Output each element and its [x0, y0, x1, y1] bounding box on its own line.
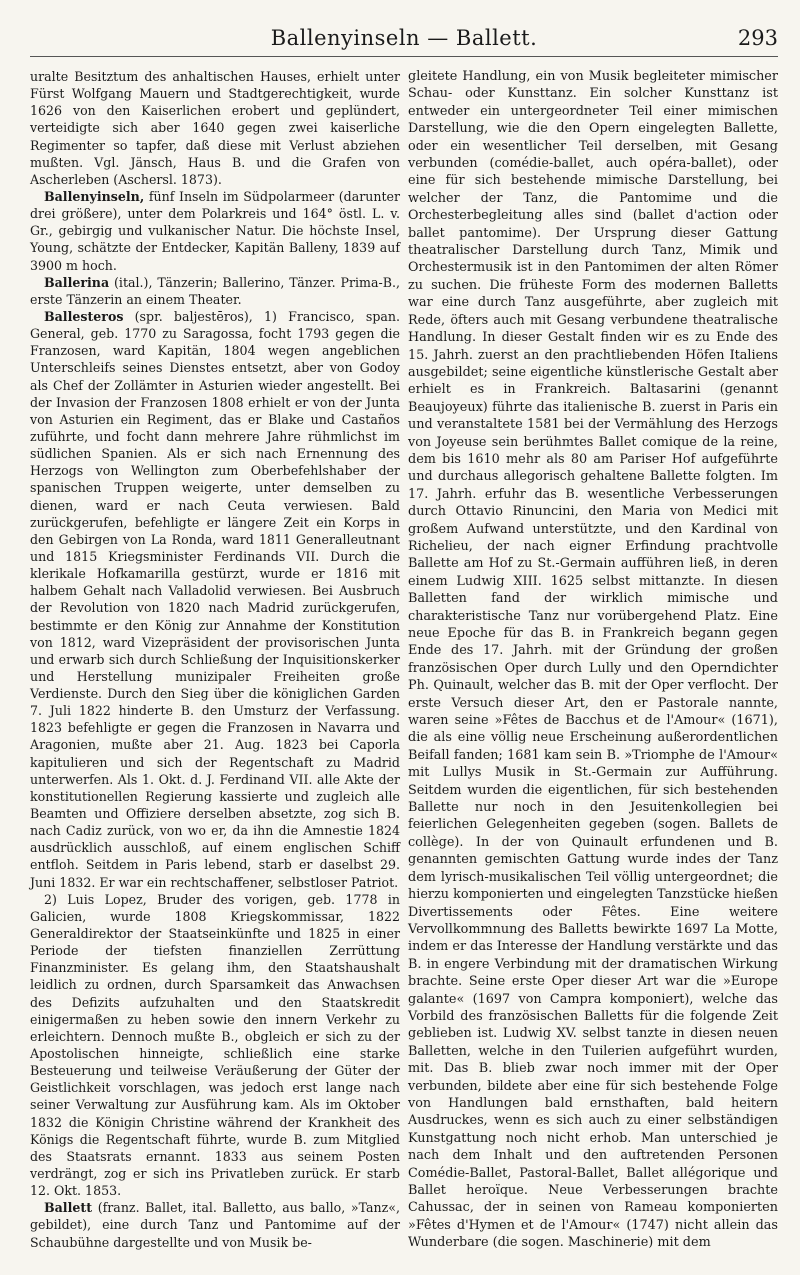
entry-ballesteros: Ballesteros (spr. baljestēros), 1) Francisco, span. General, geb. 1770 zu Saragossa, focht 1793 gegen die Franzosen, ward Kapitän, 1804 wegen angeblichen Unterschleifs seines Dienstes entsetzt, aber von Godoy als Chef der Zollämter in Asturien wieder angestellt. Bei der Invasion der Franzosen 1808 erhielt er von der Junta von Asturien ein Regiment, das er Blake und Castaños zuführte, und focht dann mehrere Jahre rühmlichst im südlichen Spanien. Als er sich nach Ernennung des Herzogs von Wellington zum Oberbefehlshaber der spanischen Truppen weigerte, unter demselben zu dienen, ward er nach Ceuta verwiesen. Bald zurückgerufen, befehligte er längere Zeit ein Korps in den Gebirgen von La Ronda, ward 1811 Generalleutnant und 1815 Kriegsminister Ferdinands VII. Durch die klerikale Hofkamarilla gestürzt, wurde er 1816 mit halbem Gehalt nach Valladolid verwiesen. Bei Ausbruch der Revolution von 1820 nach Madrid zurückgerufen, bestimmte er den König zur Annahme der Konstitution von 1812, ward Vizepräsident der provisorischen Junta und erwarb sich durch Schließung der Inquisitionskerker und Herstellung munizipaler Freiheiten große Verdienste. Durch den Sieg über die königlichen Garden 7. Juli 1822 hinderte B. den Umsturz der Verfassung. 1823 befehligte er gegen die Franzosen in Navarra und Aragonien, mußte aber 21. Aug. 1823 bei Caporla kapitulieren und sich der Regentschaft zu Madrid unterwerfen. Als 1. Okt. d. J. Ferdinand VII. alle Akte der konstitutionellen Regierung kassierte und zugleich alle Beamten und Offiziere derselben absetzte, zog sich B. nach Cadiz zurück, von wo er, da ihn die Amnestie 1824 ausdrücklich ausschloß, auf einem englischen Schiff entfloh. Seitdem in Paris lebend, starb er daselbst 29. Juni 1832. Er war ein rechtschaffener, selbstloser Patriot. [30, 308, 400, 890]
right-column [408, 68, 778, 1252]
page-header [30, 26, 778, 57]
paragraph: gleitete Handlung, ein von Musik begleiteter mimischer Schau- oder Kunsttanz. Ein solcher Kunsttanz ist entweder ein untergeordneter Teil einer mimischen Darstellung, wie die den Opern eingelegten Ballette, oder ein wesentlicher Teil derselben, mit Gesang verbunden (comédie-ballet, auch opéra-ballet), oder eine für sich bestehende mimische Darstellung, bei welcher der Tanz, die Pantomime und die Orchesterbegleitung alles sind (ballet d'action oder ballet pantomime). Der Ursprung dieser Gattung theatralischer Darstellung durch Tanz, Mimik und Orchestermusik ist in den Pantomimen der alten Römer zu suchen. Die früheste Form des modernen Balletts war eine durch Tanz ausgeführte, aber zugleich mit Rede, öfters auch mit Gesang verbundene theatralische Handlung. In dieser Gestalt finden wir es zu Ende des 15. Jahrh. zuerst an den prachtliebenden Höfen Italiens ausgebildet; seine eigentliche künstlerische Gestalt aber erhielt es in Frankreich. Baltasarini (genannt Beaujoyeux) führte das italienische B. zuerst in Paris ein und veranstaltete 1581 bei der Vermählung des Herzogs von Joyeuse sein berühmtes Ballet comique de la reine, dem bis 1610 mehr als 80 am Pariser Hof aufgeführte und durchaus allegorisch gehaltene Ballette folgten. Im 17. Jahrh. erfuhr das B. wesentliche Verbesserungen durch Ottavio Rinuncini, den Maria von Medici mit großem Aufwand unterstützte, und den Kardinal von Richelieu, der nach eigner Erfindung prachtvolle Ballette am Hof zu St.-Germain aufführen ließ, in deren einem Ludwig XIII. 1625 selbst mittanzte. In diesen Balletten fand der wirklich mimische und charakteristische Tanz nur vorübergehend Platz. Eine neue Epoche für das B. in Frankreich begann gegen Ende des 17. Jahrh. mit der Gründung der großen französischen Oper durch Lully und den Operndichter Ph. Quinault, welcher das B. mit der Oper verflocht. Der erste Versuch dieser Art, den er Pastorale nannte, waren seine »Fêtes de Bacchus et de l'Amour« (1671), die als eine völlig neue Erscheinung außerordentlichen Beifall fanden; 1681 kam sein B. »Triomphe de l'Amour« mit Lullys Musik in St.-Germain zur Aufführung. Seitdem wurden die eigentlichen, für sich bestehenden Ballette nur noch in den Jesuitenkollegien bei feierlichen Gelegenheiten gegeben (sogen. Ballets de collège). In der von Quinault erfundenen und B. genannten gemischten Gattung wurde indes der Tanz dem lyrisch-musikalischen Teil völlig untergeordnet; die hierzu komponierten und eingelegten Tanzstücke hießen Divertissements oder Fêtes. Eine weitere Vervollkommnung des Balletts bewirkte 1697 La Motte, indem er das Interesse der Handlung verstärkte und das B. in engere Verbindung mit der dramatischen Wirkung brachte. Seine erste Oper dieser Art war die »Europe galante« (1697 von Campra komponiert), welche das Vorbild des französischen Balletts für die folgende Zeit geblieben ist. Ludwig XV. selbst tanzte in diesen neuen Balletten, welche in den Tuilerien aufgeführt wurden, mit. Das B. blieb zwar noch immer mit der Oper verbunden, bildete aber eine für sich bestehende Folge von Handlungen bald ernsthaften, bald heitern Ausdruckes, wenn es sich auch zu einer selbständigen Kunstgattung noch nicht erhob. Man unterschied je nach dem Inhalt und den auftretenden Personen Comédie-Ballet, Pastoral-Ballet, Ballet allégorique und Ballet heroïque. Neue Verbesserungen brachte Cahussac, der in seinen von Rameau komponierten »Fêtes d'Hymen et de l'Amour« (1747) nicht allein das Wunderbare (die sogen. Maschinerie) mit dem [408, 69, 778, 1251]
entry-headword: Ballett [44, 1200, 93, 1216]
entry-headword: Ballesteros [44, 308, 124, 324]
entry-ballenyinseln: Ballenyinseln, fünf Inseln im Südpolarmeer (darunter drei größere), unter dem Polarkreis und 164° östl. L. v. Gr., gebirgig und vulkanischer Natur. Die höchste Insel, Young, schätzte der Entdecker, Kapitän Balleny, 1839 auf 3900 m hoch. [30, 188, 400, 273]
entry-ballerina: Ballerina (ital.), Tänzerin; Ballerino, Tänzer. Prima-B., erste Tänzerin an einem Theater. [30, 274, 400, 307]
entry-headword: Ballenyinseln, [44, 188, 145, 204]
paragraph: 2) Luis Lopez, Bruder des vorigen, geb. 1778 in Galicien, wurde 1808 Kriegskommissar, 1822 Generaldirektor der Staatseinkünfte und 1825 in einer Periode der tiefsten finanziellen Zerrüttung Finanzminister. Es gelang ihm, den Staatshaushalt leidlich zu ordnen, durch Sparsamkeit das Anwachsen des Defizits aufzuhalten und den Staatskredit einigermaßen zu heben sowie den innern Verkehr zu erleichtern. Dennoch mußte B., obgleich er sich zu der Apostolischen hinneigte, schließlich eine starke Besteuerung und teilweise Veräußerung der Güter der Geistlichkeit vorschlagen, was jedoch erst lange nach seiner Verwaltung zur Ausführung kam. Als im Oktober 1832 die Königin Christine während der Krankheit des Königs die Regentschaft führte, wurde B. zum Mitglied des Staatsrats ernannt. 1833 aus seinem Posten verdrängt, zog er sich ins Privatleben zurück. Er starb 12. Okt. 1853. [30, 891, 400, 1199]
paragraph: uralte Besitztum des anhaltischen Hauses, erhielt unter Fürst Wolfgang Mauern und Stadtgerechtigkeit, wurde 1626 von den Kaiserlichen erobert und geplündert, verteidigte sich aber 1640 gegen zwei kaiserliche Regimenter so tapfer, daß diese mit Verlust abziehen mußten. Vgl. Jänsch, Haus B. und die Grafen von Ascherleben (Aschersl. 1873). [30, 69, 400, 187]
entry-ballett: Ballett (franz. Ballet, ital. Balletto, aus ballo, »Tanz«, gebildet), eine durch Tanz und Pantomime auf der Schaubühne dargestellte und von Musik be- [30, 1200, 400, 1250]
left-column [30, 68, 400, 1251]
entry-headword: Ballerina [44, 274, 110, 290]
running-title: Ballenyinseln — Ballett. [270, 26, 538, 50]
page-number: 293 [737, 26, 778, 50]
